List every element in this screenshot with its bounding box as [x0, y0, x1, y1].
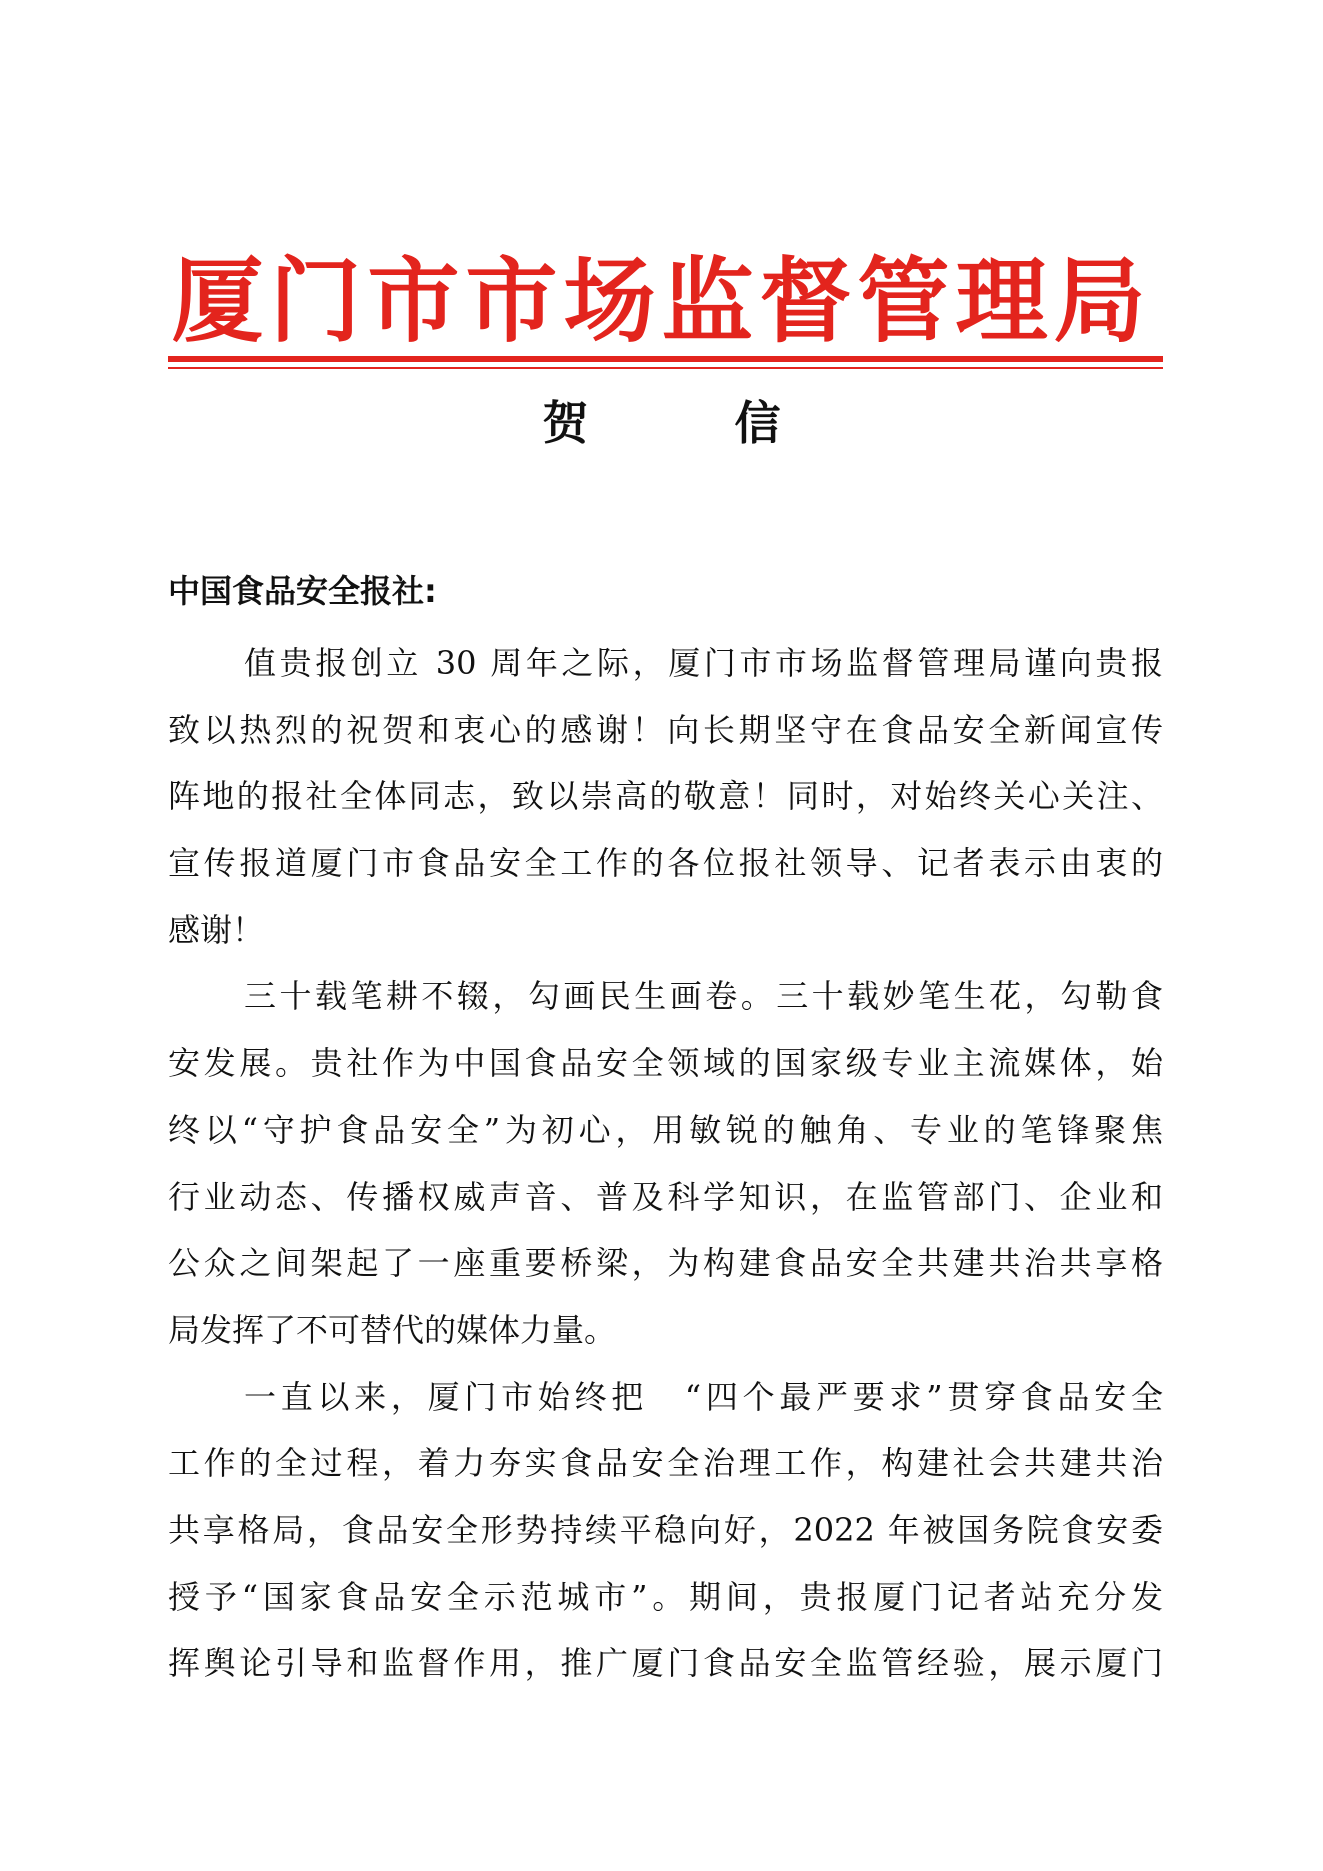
body-line: 致以热烈的祝贺和衷心的感谢！向长期坚守在食品安全新闻宣传 [168, 710, 1163, 749]
body-line: 局发挥了不可替代的媒体力量。 [168, 1310, 617, 1349]
salutation: 中国食品安全报社: [168, 572, 437, 610]
body-line: 公众之间架起了一座重要桥梁，为构建食品安全共建共治共享格 [168, 1244, 1163, 1283]
body-line: 三十载笔耕不辍，勾画民生画卷。三十载妙笔生花，勾勒食 [244, 977, 1163, 1016]
letterhead-rule-thin [168, 367, 1163, 369]
body-line: 终以“守护食品安全”为初心，用敏锐的触角、专业的笔锋聚焦 [168, 1110, 1163, 1149]
body-line: 阵地的报社全体同志，致以崇高的敬意！同时，对始终关心关注、 [168, 777, 1163, 816]
body-line: 行业动态、传播权威声音、普及科学知识，在监管部门、企业和 [168, 1177, 1163, 1216]
letterhead-title: 厦门市市场监督管理局 [171, 247, 1152, 355]
body-line: 值贵报创立 30 周年之际，厦门市市场监督管理局谨向贵报 [244, 644, 1163, 682]
body-line: 感谢！ [168, 910, 265, 949]
body-line: 安发展。贵社作为中国食品安全领域的国家级专业主流媒体，始 [168, 1044, 1163, 1083]
body-line: 共享格局，食品安全形势持续平稳向好，2022 年被国务院食安委 [168, 1510, 1163, 1549]
body-line: 工作的全过程，着力夯实食品安全治理工作，构建社会共建共治 [168, 1444, 1163, 1483]
body-line: 宣传报道厦门市食品安全工作的各位报社领导、记者表示由衷的 [168, 844, 1163, 883]
document-type-heading: 贺 信 [542, 396, 831, 450]
body-line: 授予“国家食品安全示范城市”。期间，贵报厦门记者站充分发 [168, 1577, 1163, 1616]
letter-body [168, 630, 1163, 1697]
letterhead-rule-thick [168, 356, 1163, 362]
body-line: 挥舆论引导和监督作用，推广厦门食品安全监管经验，展示厦门 [168, 1644, 1163, 1683]
body-line: 一直以来，厦门市始终把 “四个最严要求”贯穿食品安全 [244, 1377, 1163, 1416]
